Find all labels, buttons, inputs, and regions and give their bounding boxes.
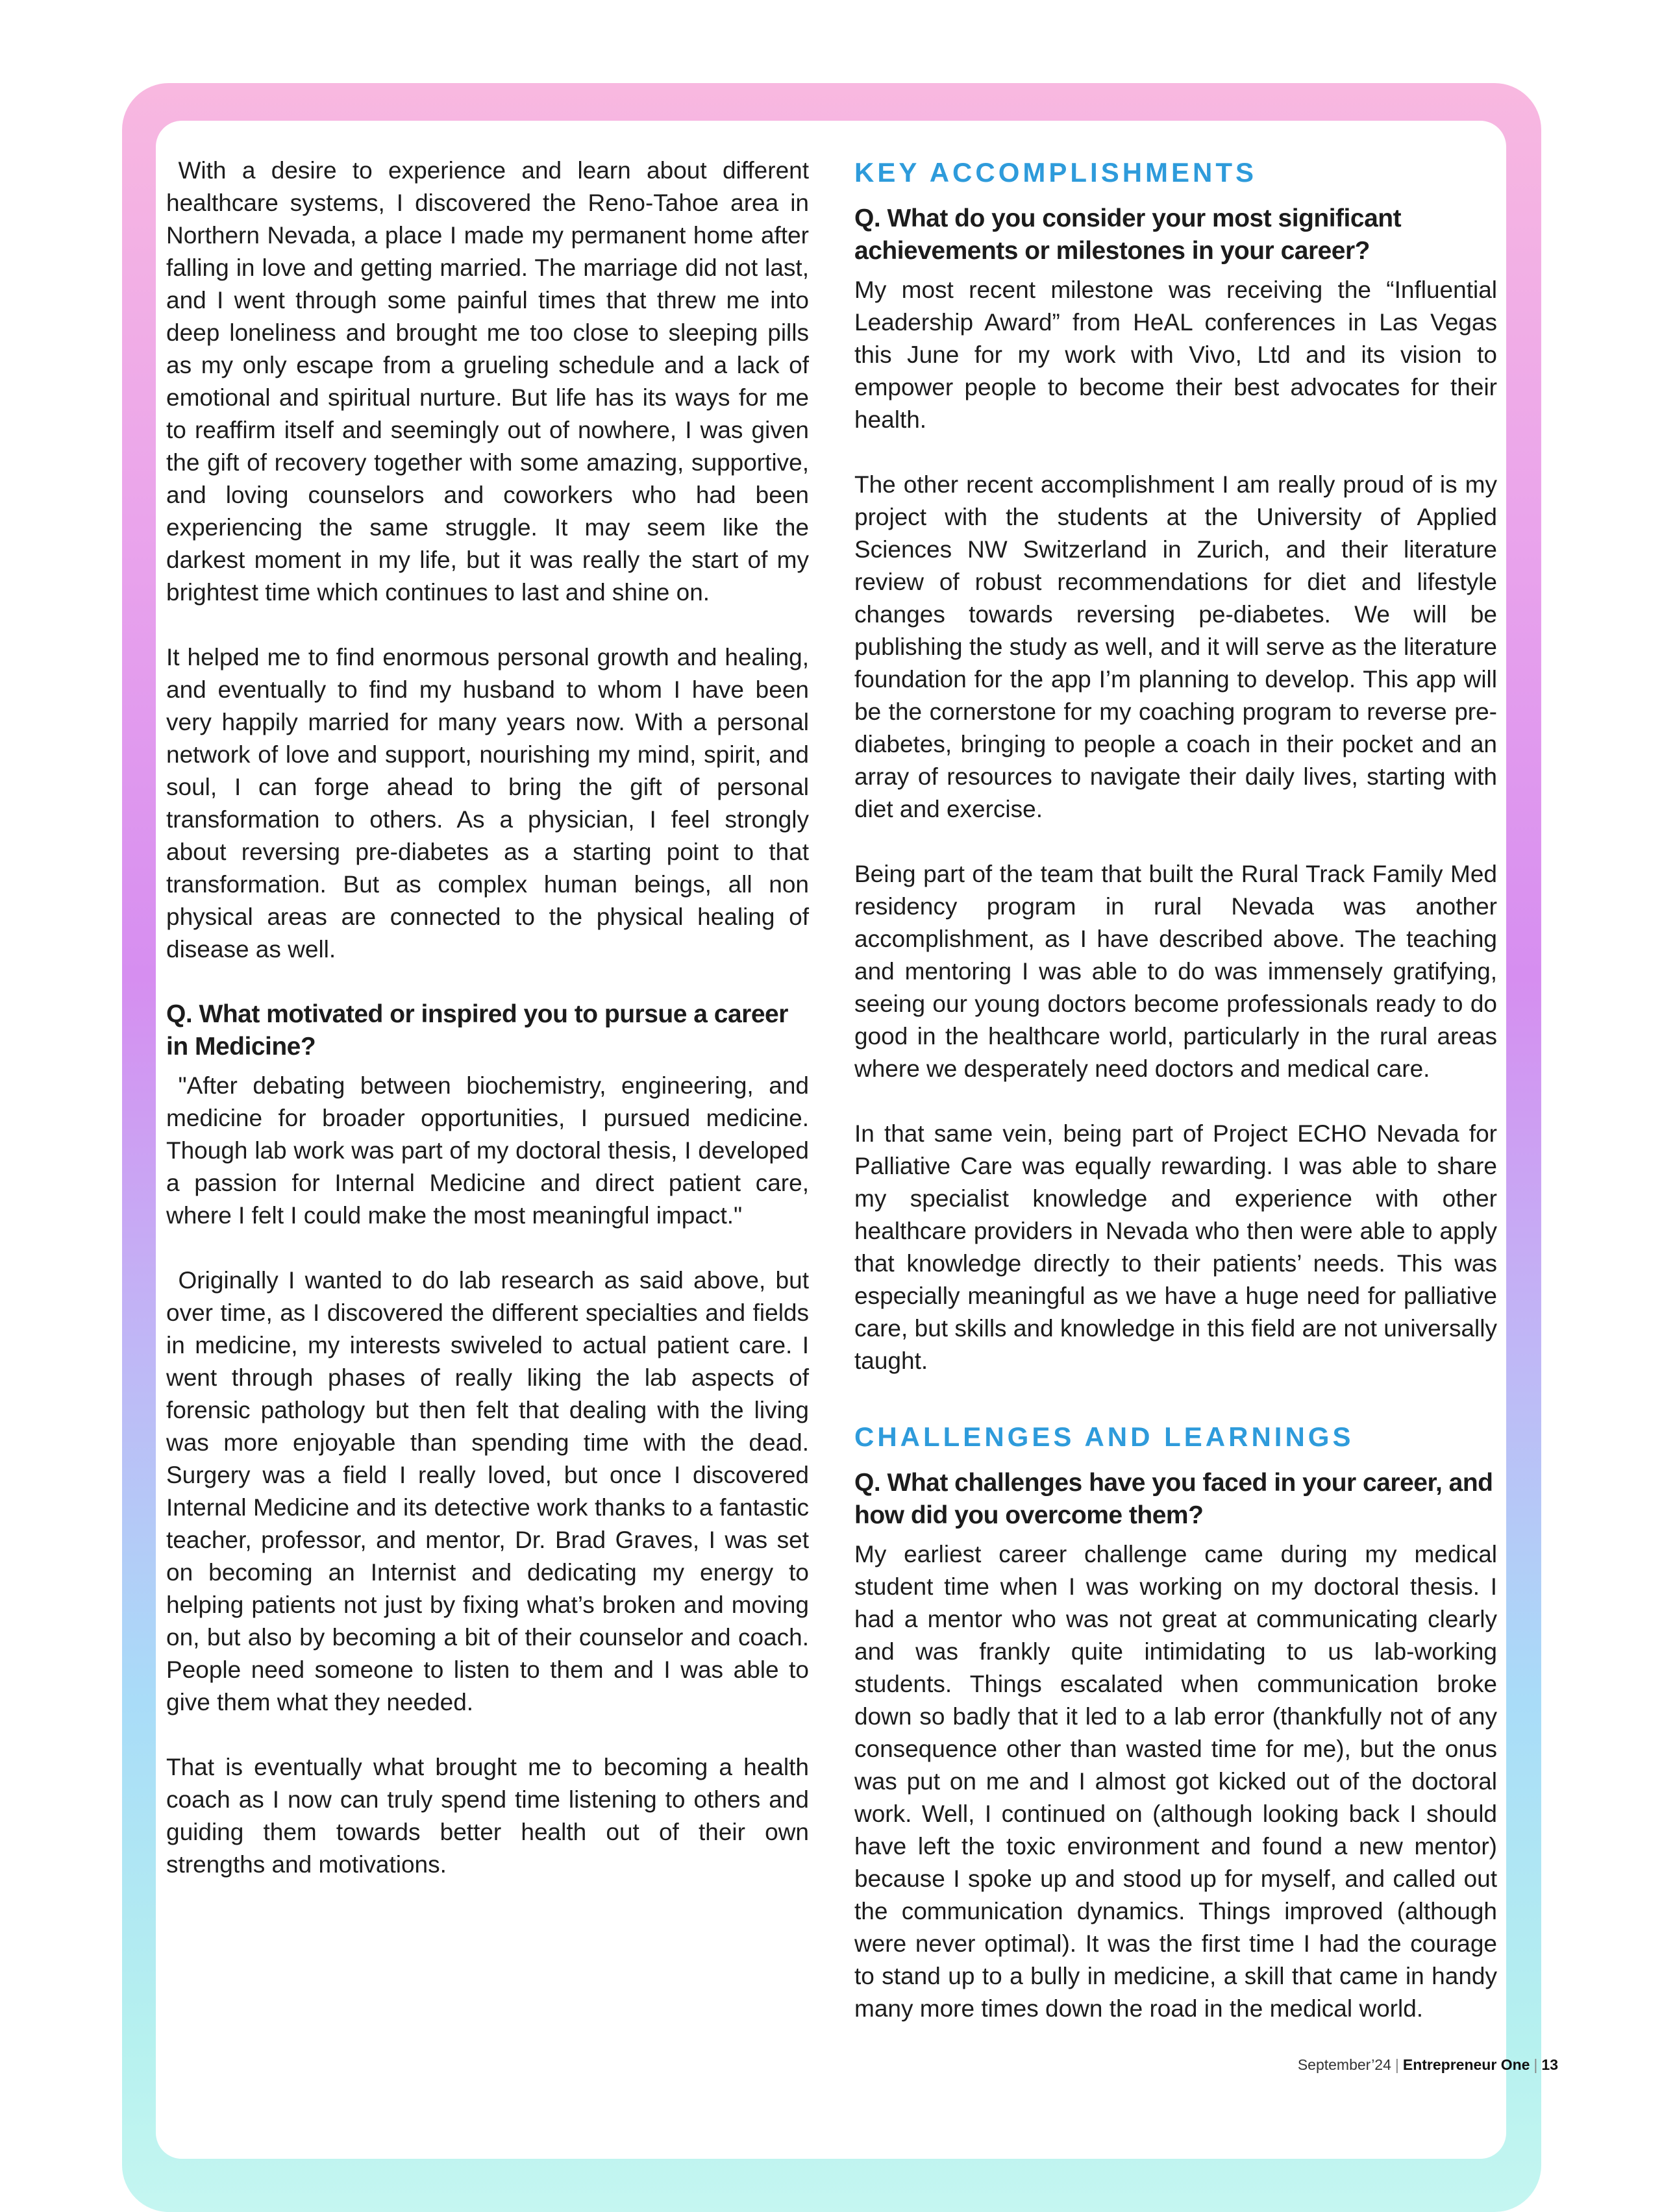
page-number: 13 — [1541, 2056, 1558, 2073]
interview-question: Q. What challenges have you faced in your career, and how did you overcome them? — [854, 1469, 1493, 1529]
section-heading: KEY ACCOMPLISHMENTS — [854, 157, 1258, 188]
body-paragraph: With a desire to experience and learn about different healthcare systems, I discovered the Reno-Tahoe area in Northern Nevada, a place I made my permanent home after falling in love and getting married. The marriage did not last, and I went through some painful times that threw me into deep loneliness and brought me too close to sleeping pills as my only escape from a grueling schedule and a lack of emotional and spiritual nurture. But life has its ways for me to reaffirm itself and seemingly out of nowhere, I was given the gift of recovery together with some amazing, supportive, and loving counselors and coworkers who had been experiencing the same struggle. It may seem like the darkest moment in my life, but it was really the start of my brightest time which continues to last and shine on. — [166, 157, 809, 606]
body-paragraph: My most recent milestone was receiving the “Influential Leadership Award” from HeAL conferences in Las Vegas this June for my work with Vivo, Ltd and its vision to empower people to become their best advocates for their health. — [854, 276, 1497, 433]
left-column — [166, 154, 809, 1913]
footer-separator: | — [1533, 2056, 1538, 2073]
publication-name: Entrepreneur One — [1402, 2056, 1530, 2073]
body-paragraph: "After debating between biochemistry, engineering, and medicine for broader opportunities, I pursued medicine. Though lab work was part of my doctoral thesis, I developed a passion for Internal Medicine and direct patient care, where I felt I could make the most meaningful impact." — [166, 1072, 809, 1229]
interview-question: Q. What motivated or inspired you to pursue a career in Medicine? — [166, 1000, 788, 1061]
section-heading: CHALLENGES AND LEARNINGS — [854, 1421, 1354, 1452]
issue-date: September’24 — [1297, 2056, 1391, 2073]
body-paragraph: It helped me to find enormous personal growth and healing, and eventually to find my husband to whom I have been very happily married for many years now. With a personal network of love and support, nourishing my mind, spirit, and soul, I can forge ahead to bring the gift of personal transformation to others. As a physician, I feel strongly about reversing pre-diabetes as a starting point to that transformation. But as complex human beings, all non physical areas are connected to the physical healing of disease as well. — [166, 644, 809, 963]
body-paragraph: In that same vein, being part of Project ECHO Nevada for Palliative Care was equally rewarding. I was able to share my specialist knowledge and experience with other healthcare providers in Nevada who then were able to apply that knowledge directly to their patients’ needs. This was especially meaningful as we have a huge need for palliative care, but skills and knowledge in this field are not universally taught. — [854, 1120, 1497, 1374]
body-paragraph: That is eventually what brought me to becoming a health coach as I now can truly spend time listening to others and guiding them towards better health out of their own strengths and motivations. — [166, 1754, 809, 1878]
body-paragraph: The other recent accomplishment I am really proud of is my project with the students at the University of Applied Sciences NW Switzerland in Zurich, and their literature review of robust recommendations for diet and lifestyle changes towards reversing pe-diabetes. We will be publishing the study as well, and it will serve as the literature foundation for the app I’m planning to develop. This app will be the cornerstone for my coaching program to reverse pre-diabetes, bringing to people a coach in their pocket and an array of resources to navigate their daily lives, starting with diet and exercise. — [854, 471, 1497, 822]
page-footer — [1298, 2056, 1558, 2074]
body-paragraph: My earliest career challenge came during my medical student time when I was working on my doctoral thesis. I had a mentor who was not great at communicating clearly and was frankly quite intimidating to us lab-working students. Things escalated when communication broke down so badly that it led to a lab error (thankfully not of any consequence other than wasted time for me), but the onus was put on me and I almost got kicked out of the doctoral work. Well, I continued on (although looking back I should have left the toxic environment and found a new mentor) because I spoke up and stood up for myself, and called out the communication dynamics. Things improved (although were never optimal). It was the first time I had the courage to stand up to a bully in medicine, a skill that came in handy many more times down the road in the medical world. — [854, 1541, 1497, 2022]
footer-separator: | — [1395, 2056, 1399, 2073]
interview-question: Q. What do you consider your most significant achievements or milestones in your career? — [854, 204, 1402, 265]
body-paragraph: Being part of the team that built the Rural Track Family Med residency program in rural Nevada was another accomplishment, as I have described above. The teaching and mentoring I was able to do was immensely gratifying, seeing our young doctors become professionals ready to do good in the healthcare world, particularly in the rural areas where we desperately need doctors and medical care. — [854, 861, 1497, 1082]
body-paragraph: Originally I wanted to do lab research as said above, but over time, as I discovered the different specialties and fields in medicine, my interests swiveled to actual patient care. I went through phases of really liking the lab aspects of forensic pathology but then felt that dealing with the living was more enjoyable than spending time with the dead. Surgery was a field I really loved, but once I discovered Internal Medicine and its detective work thanks to a fantastic teacher, professor, and mentor, Dr. Brad Graves, I was set on becoming an Internist and dedicating my energy to helping patients not just by fixing what’s broken and moving on, but also by becoming a bit of their counselor and coach. People need someone to listen to them and I was able to give them what they needed. — [166, 1267, 809, 1715]
right-column — [854, 154, 1497, 2025]
